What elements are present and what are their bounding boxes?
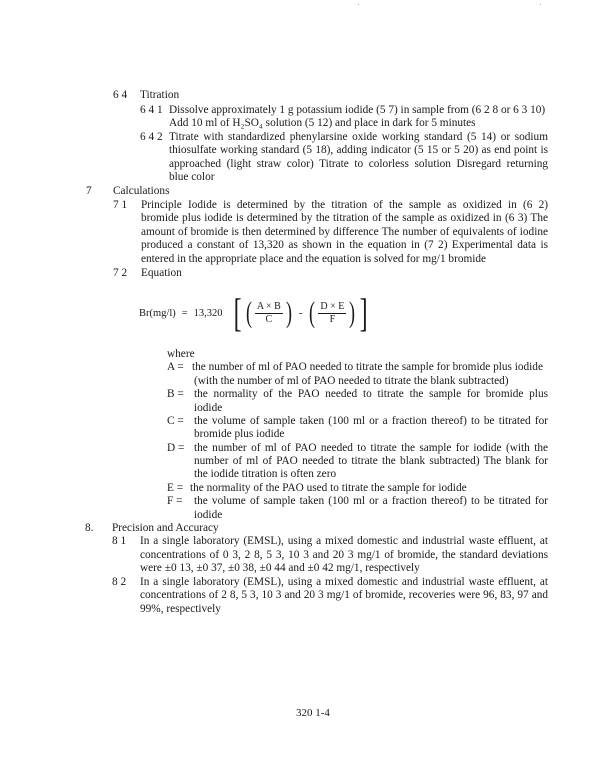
right-paren: ) (285, 296, 292, 329)
paragraph-line: approached (light straw color) Titrate to colorless solution Disregard returning (169, 158, 548, 170)
paragraph-line: In a single laboratory (EMSL), using a mixed domestic and industrial waste effluent, at (140, 535, 548, 547)
denominator: C (265, 313, 273, 325)
definition-line: bromide plus iodide (194, 428, 285, 440)
section-number: 7 (86, 185, 92, 197)
equation-constant: 13,320 (193, 307, 223, 319)
definition-label: E = (167, 482, 184, 494)
where-label: where (167, 348, 195, 360)
left-paren: ( (309, 296, 316, 329)
paragraph-line: were ±0 13, ±0 37, ±0 38, ±0 44 and ±0 42 mg/1, respectively (140, 562, 420, 574)
section-number: 8. (85, 522, 94, 534)
numerator: D × E (320, 300, 345, 312)
definition-line: number of ml of PAO needed to titrate the blank subtracted) The blank for (194, 455, 548, 467)
definition-line: (with the number of ml of PAO needed to titrate the blank subtracted) (194, 375, 509, 387)
paragraph-line: 99%, respectively (140, 603, 221, 615)
denominator: F (329, 313, 336, 325)
fraction-de-over-f (318, 301, 346, 326)
paragraph-line: blue color (169, 171, 215, 183)
definition-line: the iodide titration is often zero (194, 468, 337, 480)
equation-lhs: Br(mg/l) (139, 307, 176, 319)
minus-sign: - (298, 307, 303, 319)
section-title: Precision and Accuracy (112, 522, 219, 534)
section-title: Titration (140, 89, 180, 101)
scan-speck (540, 4, 541, 5)
right-bracket: ] (360, 290, 369, 335)
paragraph-line: Add 10 ml of H₂SO₄ solution (5 12) and place in dark for 5 minutes (169, 117, 476, 129)
definition-line: iodide (194, 402, 223, 414)
definition-label: D = (167, 442, 185, 454)
section-number: 6 4 1 (140, 104, 163, 116)
equation (139, 292, 371, 334)
paragraph-line: Dissolve approximately 1 g potassium iodide (5 7) in sample from (6 2 8 or 6 3 10) (169, 104, 546, 116)
paragraph-line: In a single laboratory (EMSL), using a mixed domestic and industrial waste effluent, at (140, 576, 548, 588)
section-number: 8 1 (112, 535, 127, 547)
paragraph-line: concentrations of 2 8, 5 3, 10 3 and 20 3 mg/1 of bromide, recoveries were 96, 83, 97 and (140, 589, 548, 601)
right-paren: ) (349, 296, 356, 329)
paragraph-line: produced a constant of 13,320 as shown in the equation in (7 2) Experimental data is (141, 239, 548, 251)
definition-line: the number of ml of PAO needed to titrate the sample for iodide (with the (194, 442, 548, 454)
paragraph-line: Principle Iodide is determined by the titration of the sample as oxidized in (6 2) (141, 199, 548, 211)
section-number: 7 1 (113, 199, 128, 211)
definition-line: the normality of the PAO used to titrate the sample for iodide (190, 482, 467, 494)
left-bracket: [ (233, 290, 242, 335)
paragraph-line: concentrations of 0 3, 2 8, 5 3, 10 3 and 20 3 mg/1 of bromide, the standard deviations (140, 549, 548, 561)
definition-line: the number of ml of PAO needed to titrate the sample for bromide plus iodide (192, 361, 543, 373)
numerator: A × B (256, 300, 281, 312)
section-number: 6 4 2 (140, 131, 163, 143)
page-number: 320 1-4 (296, 707, 330, 719)
definition-label: B = (167, 388, 184, 400)
definition-label: F = (167, 495, 183, 507)
definition-line: the normality of the PAO needed to titrate the sample for bromide plus (194, 388, 548, 400)
definition-line: the volume of sample taken (100 ml or a fraction thereof) to be titrated for (194, 415, 548, 427)
paragraph-line: bromide plus iodide is determined by the titration of the sample as oxidized in (6 3) The (141, 212, 548, 224)
paragraph-line: amount of bromide is then determined by difference The number of equivalents of iodine (141, 226, 548, 238)
section-number: 7 2 (113, 267, 128, 279)
section-title: Equation (141, 267, 182, 279)
section-number: 6 4 (113, 89, 128, 101)
paragraph-line: thiosulfate working standard (5 18), adding indicator (5 15 or 5 20) as end point is (169, 144, 548, 156)
definition-line: the volume of sample taken (100 ml or a fraction thereof) to be titrated for (194, 495, 548, 507)
definition-label: A = (167, 361, 184, 373)
left-paren: ( (245, 296, 252, 329)
section-number: 8 2 (112, 576, 127, 588)
section-title: Calculations (113, 185, 170, 197)
paragraph-line: entered in the appropriate place and the equation is solved for mg/1 bromide (141, 253, 487, 265)
scan-speck (358, 4, 359, 5)
equals-sign: = (181, 307, 188, 319)
paragraph-line: Titrate with standardized phenylarsine oxide working standard (5 14) or sodium (169, 131, 548, 143)
definition-line: iodide (194, 509, 223, 521)
fraction-ab-over-c (255, 301, 283, 326)
definition-label: C = (167, 415, 184, 427)
